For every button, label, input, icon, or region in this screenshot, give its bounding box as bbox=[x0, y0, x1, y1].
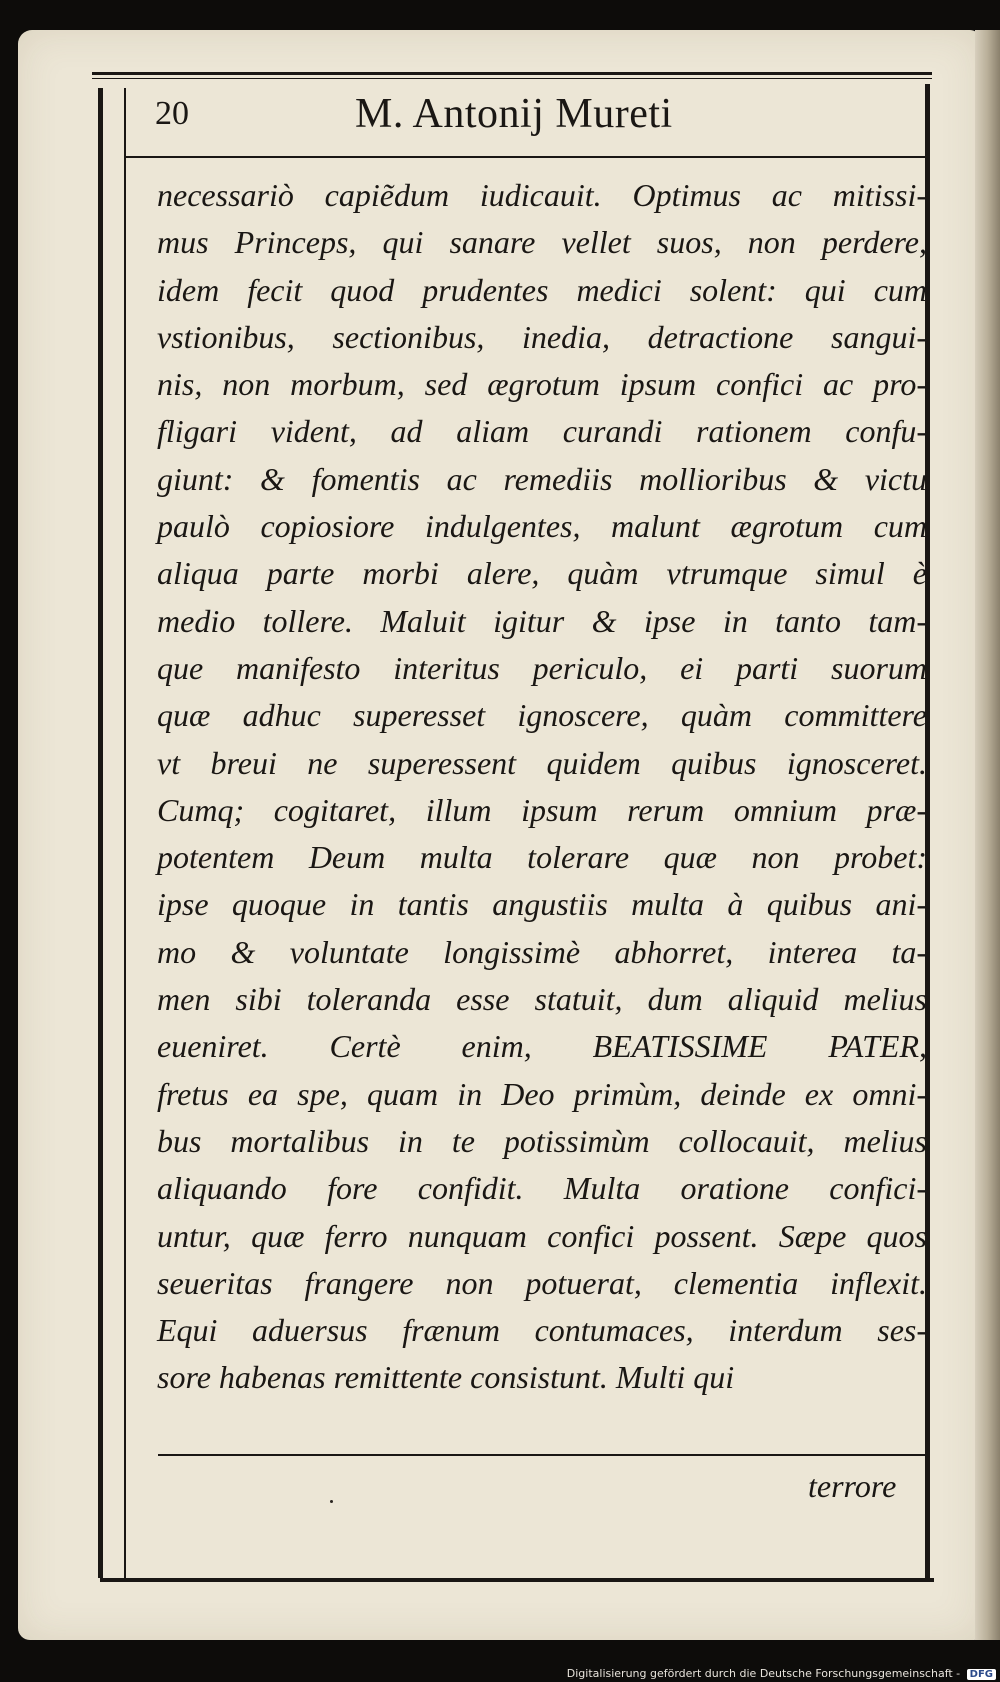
footer-rule bbox=[158, 1454, 926, 1456]
text-line: paulò copiosiore indulgentes, malunt ægrotum cum bbox=[157, 508, 927, 545]
credit-text: Digitalisierung gefördert durch die Deutsche Forschungsgemeinschaft - bbox=[566, 1667, 961, 1680]
catchword: terrore bbox=[808, 1468, 897, 1504]
text-line: aliquando fore confidit. Multa oratione confici- bbox=[157, 1170, 927, 1207]
text-line: Cumq; cogitaret, illum ipsum rerum omnium præ- bbox=[157, 791, 927, 828]
text-line: sore habenas remittente consistunt. Multi qui bbox=[157, 1359, 735, 1396]
text-line: vstionibus, sectionibus, inedia, detractione sangui- bbox=[157, 318, 927, 355]
ink-speck bbox=[330, 1500, 333, 1503]
dfg-logo: DFG bbox=[967, 1669, 996, 1680]
running-head: M. Antonij Mureti bbox=[355, 91, 673, 137]
text-line: mo & voluntate longissimè abhorret, interea ta- bbox=[157, 933, 927, 970]
text-line: bus mortalibus in te potissimùm collocauit, melius bbox=[157, 1122, 927, 1159]
text-line: men sibi toleranda esse statuit, dum aliquid melius bbox=[157, 981, 927, 1018]
text-line: idem fecit quod prudentes medici solent: qui cum bbox=[157, 271, 927, 308]
text-line: potentem Deum multa tolerare quæ non probet: bbox=[157, 839, 927, 876]
text-line: necessariò capiẽdum iudicauit. Optimus ac mitissi- bbox=[157, 177, 927, 213]
text-line: quæ adhuc superesset ignoscere, quàm committere bbox=[157, 697, 927, 734]
border-bottom bbox=[100, 1578, 934, 1582]
header-rule bbox=[124, 156, 928, 158]
page-edge bbox=[975, 30, 1000, 1640]
text-line: eueniret. Certè enim, BEATISSIME PATER, bbox=[157, 1028, 927, 1065]
text-line: que manifesto interitus periculo, ei parti suorum bbox=[157, 649, 927, 686]
text-line: nis, non morbum, sed ægrotum ipsum confici ac pro- bbox=[157, 366, 927, 403]
text-line: fretus ea spe, quam in Deo primùm, deinde ex omni- bbox=[157, 1075, 927, 1112]
border-left bbox=[98, 88, 103, 1578]
text-line: mus Princeps, qui sanare vellet suos, non perdere, bbox=[157, 224, 927, 261]
text-line: ipse quoque in tantis angustiis multa à quibus ani- bbox=[157, 886, 927, 923]
inner-border-left bbox=[124, 88, 126, 1578]
text-line: fligari vident, ad aliam curandi rationem confu- bbox=[157, 413, 927, 450]
text-line: giunt: & fomentis ac remediis mollioribus & victu bbox=[157, 460, 927, 497]
border-top-thin bbox=[92, 78, 932, 79]
text-line: untur, quæ ferro nunquam confici possent. Sæpe quos bbox=[157, 1217, 927, 1254]
digitization-credit bbox=[567, 1667, 996, 1680]
border-top bbox=[92, 72, 932, 75]
text-line: Equi aduersus frænum contumaces, interdum ses- bbox=[157, 1312, 927, 1349]
text-line: medio tollere. Maluit igitur & ipse in tanto tam- bbox=[157, 602, 927, 639]
text-line: seueritas frangere non potuerat, clementia inflexit. bbox=[157, 1264, 927, 1301]
text-line: vt breui ne superessent quidem quibus ignosceret. bbox=[157, 744, 927, 781]
page-number: 20 bbox=[155, 95, 189, 132]
body-text bbox=[157, 172, 927, 1402]
text-line: aliqua parte morbi alere, quàm vtrumque simul è bbox=[157, 555, 927, 592]
